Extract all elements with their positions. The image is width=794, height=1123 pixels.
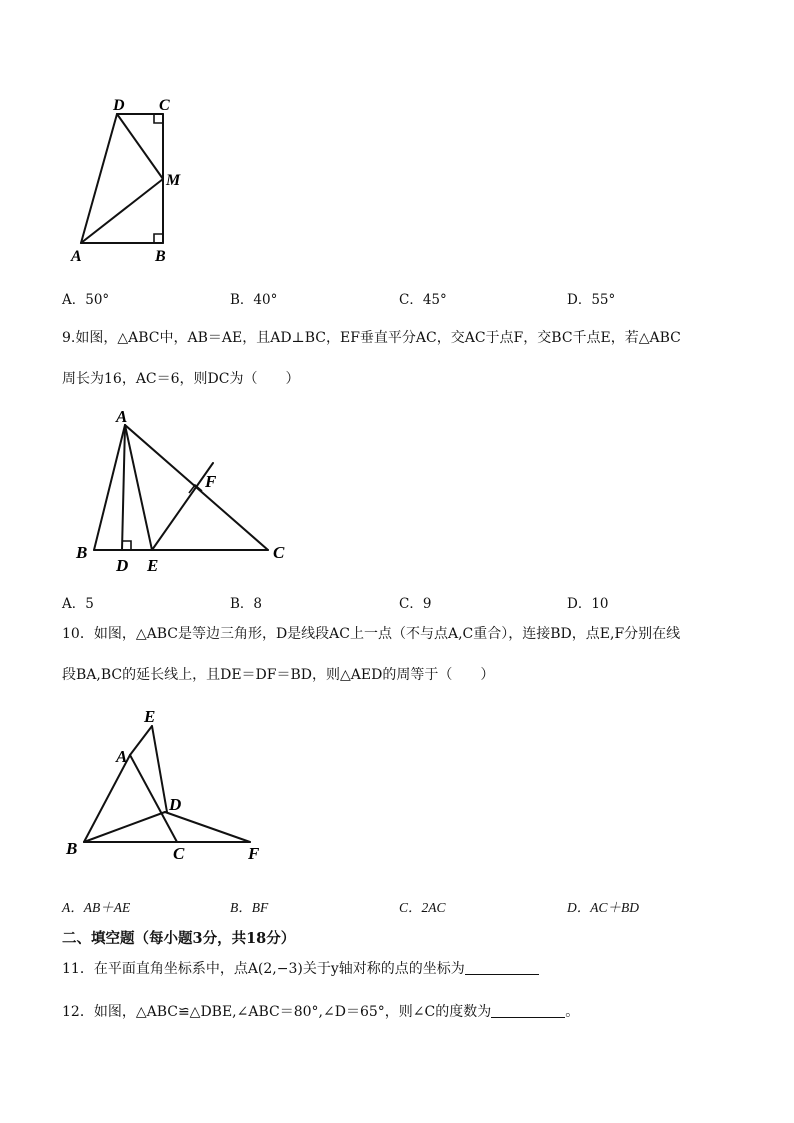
q8-label-C: C	[159, 97, 170, 114]
q10-label-D: D	[169, 795, 182, 814]
q8-label-A: A	[71, 248, 82, 265]
q8-option-b: B．40°	[230, 292, 278, 308]
section-heading-fill-in: 二、填空题（每小题3分，共18分）	[62, 930, 296, 947]
q9-label-B: B	[76, 543, 88, 562]
q11-text: 11．在平面直角坐标系中，点A(2,−3)关于y轴对称的点的坐标为	[62, 961, 465, 977]
q10-figure	[60, 700, 280, 870]
q10-stem-line1: 10．如图，△ABC是等边三角形，D是线段AC上一点（不与点A,C重合），连接BD，点E,F分别在线	[62, 626, 681, 642]
q8-figure	[60, 90, 210, 270]
q8-label-B: B	[155, 248, 166, 265]
q9-option-b: B．8	[230, 596, 263, 612]
q8-label-D: D	[113, 97, 125, 114]
q8-label-M: M	[166, 172, 181, 189]
q10-label-A: A	[116, 747, 128, 766]
q9-option-a: A．5	[62, 596, 94, 612]
q9-label-E: E	[147, 556, 159, 575]
q10-label-F: F	[248, 844, 260, 863]
q9-label-F: F	[205, 472, 217, 491]
q10-option-b: B．BF	[230, 900, 269, 915]
q9-option-d: D．10	[567, 596, 609, 612]
q11-row	[62, 960, 539, 978]
q11-answer-blank[interactable]	[465, 960, 539, 975]
q8-option-d: D．55°	[567, 292, 616, 308]
q9-label-D: D	[116, 556, 129, 575]
q10-option-c: C．2AC	[399, 900, 446, 915]
q12-row	[62, 1003, 579, 1021]
q9-figure	[70, 405, 300, 580]
q12-answer-blank[interactable]	[491, 1003, 565, 1018]
q10-label-E: E	[144, 707, 156, 726]
q9-stem-line1: 9.如图，△ABC中，AB＝AE，且AD⊥BC，EF垂直平分AC，交AC于点F，交BC千点E，若△ABC	[62, 330, 681, 346]
q10-option-d: D．AC＋BD	[567, 900, 639, 915]
q8-option-c: C．45°	[399, 292, 447, 308]
q10-stem-line2: 段BA,BC的延长线上，且DE＝DF＝BD，则△AED的周等于（ ）	[62, 667, 495, 683]
q9-label-C: C	[273, 543, 285, 562]
q12-end: 。	[565, 1004, 580, 1020]
q10-label-B: B	[66, 839, 78, 858]
q9-label-A: A	[116, 407, 128, 426]
q9-option-c: C．9	[399, 596, 432, 612]
q10-label-C: C	[173, 844, 185, 863]
q10-option-a: A．AB＋AE	[62, 900, 131, 915]
q8-option-a: A．50°	[62, 292, 110, 308]
q9-stem-line2: 周长为16，AC＝6，则DC为（ ）	[62, 371, 300, 387]
q12-text: 12．如图，△ABC≌△DBE,∠ABC＝80°,∠D＝65°，则∠C的度数为	[62, 1004, 492, 1020]
